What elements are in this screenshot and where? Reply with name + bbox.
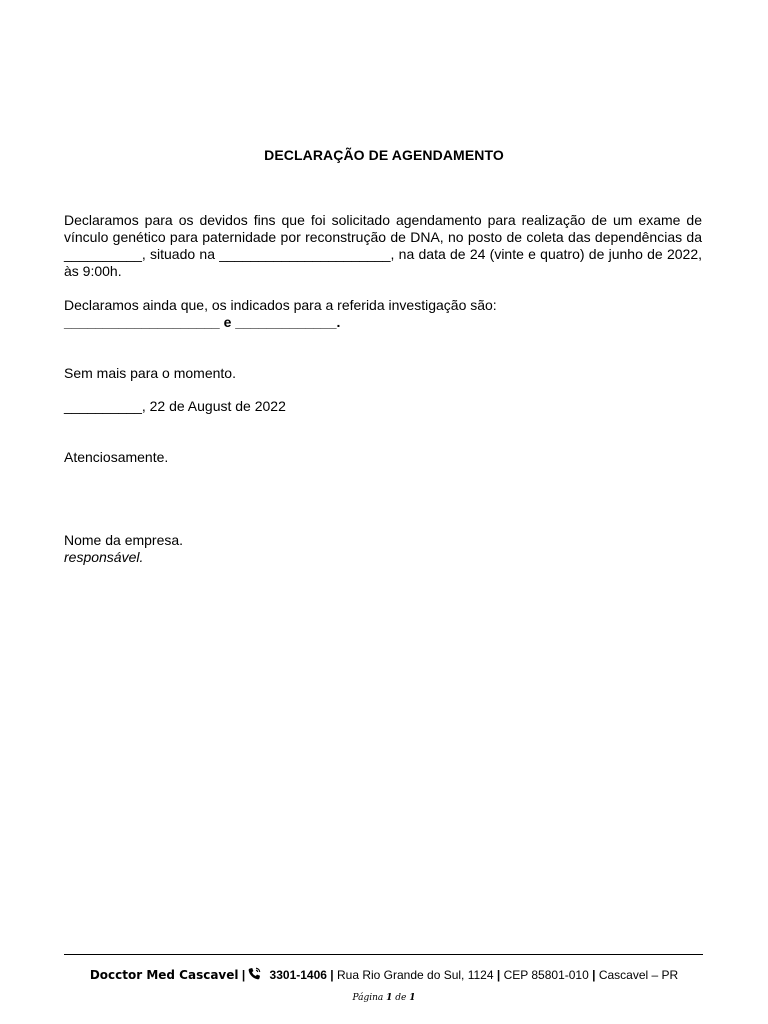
signature-company: Nome da empresa. [64, 532, 184, 548]
paragraph-indicated [64, 297, 702, 331]
footer-cep: CEP 85801-010 [503, 968, 589, 982]
page-total: 1 [409, 993, 416, 1003]
footer-rule [64, 954, 703, 955]
page-number [0, 993, 768, 1003]
footer-city: Cascavel – PR [598, 968, 679, 982]
footer-separator: | [330, 968, 334, 982]
paragraph-scheduling: Declaramos para os devidos fins que foi solicitado agendamento para realização de um exame de vínculo genético para paternidade por reconstrução de DNA, no posto de coleta das dependências da __________, situado na ______________________, na data de 24 (vinte e quatro) de junho de 2022, às 9:00h. [64, 212, 702, 279]
page-label: Página [352, 993, 384, 1003]
paragraph-indicated-intro: Declaramos ainda que, os indicados para a referida investigação são: [64, 297, 497, 313]
footer-separator: | [241, 968, 246, 982]
footer [0, 967, 768, 982]
date-line: __________, 22 de August de 2022 [64, 398, 286, 414]
closing-line: Sem mais para o momento. [64, 365, 236, 381]
indicated-blanks: ____________________ e _____________. [64, 314, 341, 330]
footer-phone: 3301-1406 [269, 968, 327, 982]
phone-icon [247, 967, 263, 981]
footer-brand: Docctor Med Cascavel [89, 968, 239, 982]
footer-separator: | [592, 968, 596, 982]
signature-role: responsável. [64, 549, 144, 565]
page-of-label: de [395, 993, 407, 1003]
regards: Atenciosamente. [64, 449, 169, 465]
footer-separator: | [496, 968, 501, 982]
footer-address: Rua Rio Grande do Sul, 1124 [336, 968, 494, 982]
document-title: DECLARAÇÃO DE AGENDAMENTO [264, 147, 504, 163]
page-current: 1 [386, 993, 393, 1003]
